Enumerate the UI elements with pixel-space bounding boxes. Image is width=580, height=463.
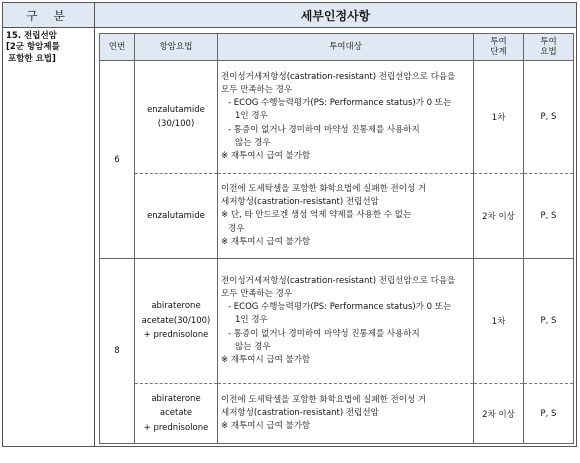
target-line: 않는 경우 <box>235 137 271 148</box>
title-header: 세부인정사항 <box>95 3 577 28</box>
regimen-table <box>99 33 574 444</box>
table-row <box>100 384 574 444</box>
target-line: 1인 경우 <box>235 315 268 326</box>
target-cell <box>218 384 474 444</box>
detail-cell <box>95 28 577 447</box>
regimen-cell <box>135 384 218 444</box>
target-line: 세저항성(castration-resistant) 전립선암 <box>221 407 379 418</box>
regimen-line: acetate(30/100) <box>141 315 211 326</box>
target-line: - 통증이 없거나 경미하여 마약성 진통제를 사용하지 <box>228 328 420 339</box>
regimen-cell <box>135 61 218 174</box>
target-line: - ECOG 수행능력평가(PS: Performance status)가 0 또는 <box>228 302 452 313</box>
col-regimen-header: 항암요법 <box>135 34 218 61</box>
target-cell <box>218 174 474 259</box>
target-line: 전이성거세저항성(castration-resistant) 전립선암으로 다음을 <box>221 275 456 286</box>
table-row <box>100 259 574 384</box>
target-line: - ECOG 수행능력평가(PS: Performance status)가 0 또는 <box>228 98 452 109</box>
regimen-line: abiraterone <box>151 301 201 312</box>
target-line: ※ 재투여시 급여 불가함 <box>221 354 311 365</box>
method-cell: P, S <box>524 61 574 174</box>
col-stage-header: 투여 단계 <box>474 34 524 61</box>
category-header: 구 분 <box>3 3 95 28</box>
regimen-cell <box>135 259 218 384</box>
table-row <box>100 61 574 174</box>
column-header-row <box>100 34 574 61</box>
category-line: 포함한 요법] <box>8 53 56 64</box>
regimen-line: enzalutamide <box>147 104 205 115</box>
stage-cell: 1차 <box>474 61 524 174</box>
regimen-line: + prednisolone <box>143 422 209 433</box>
regimen-line: + prednisolone <box>143 330 209 341</box>
outer-table <box>2 2 577 447</box>
target-cell <box>218 61 474 174</box>
stage-cell: 2차 이상 <box>474 174 524 259</box>
category-cell <box>3 28 95 447</box>
stage-cell: 1차 <box>474 259 524 384</box>
col-target-header: 투여대상 <box>218 34 474 61</box>
target-line: ※ 재투여시 급여 불가함 <box>221 421 311 432</box>
target-line: ※ 단, 타 안드로겐 생성 억제 약제를 사용한 수 없는 <box>221 210 412 221</box>
regimen-line: acetate <box>159 408 193 419</box>
target-line: 이전에 도세탁셀을 포함한 화학요법에 실패한 전이성 거 <box>221 184 427 195</box>
category-line: 15. 전립선암 <box>6 31 57 41</box>
table-row <box>100 174 574 259</box>
target-line: 모두 만족하는 경우 <box>221 85 293 96</box>
stage-cell: 2차 이상 <box>474 384 524 444</box>
row-number: 8 <box>100 259 135 444</box>
category-line: [2군 항암제를 <box>6 42 60 53</box>
target-line: 세저항성(castration-resistant) 전립선암 <box>221 197 379 208</box>
method-cell: P, S <box>524 259 574 384</box>
target-line: 전이성거세저항성(castration-resistant) 전립선암으로 다음을 <box>221 71 456 82</box>
col-method-header: 투여 요법 <box>524 34 574 61</box>
regimen-line: abiraterone <box>151 393 201 404</box>
regimen-line: (30/100) <box>157 119 195 129</box>
target-line: ※ 재투여시 급여 불가함 <box>221 150 311 161</box>
target-line: 모두 만족하는 경우 <box>221 289 293 300</box>
col-no-header: 연번 <box>100 34 135 61</box>
target-line: - 통증이 없거나 경미하여 마약성 진통제를 사용하지 <box>228 124 420 135</box>
method-cell: P, S <box>524 174 574 259</box>
target-line: 1인 경우 <box>235 111 268 122</box>
row-number: 6 <box>100 61 135 259</box>
target-line: 이전에 도세탁셀을 포함한 화학요법에 실패한 전이성 거 <box>221 394 427 405</box>
target-line: 경우 <box>228 223 245 234</box>
target-line: ※ 재투여시 급여 불가함 <box>221 236 311 247</box>
regimen-line: enzalutamide <box>147 210 205 221</box>
method-cell: P, S <box>524 384 574 444</box>
target-line: 않는 경우 <box>235 341 271 352</box>
regimen-cell <box>135 174 218 259</box>
target-cell <box>218 259 474 384</box>
